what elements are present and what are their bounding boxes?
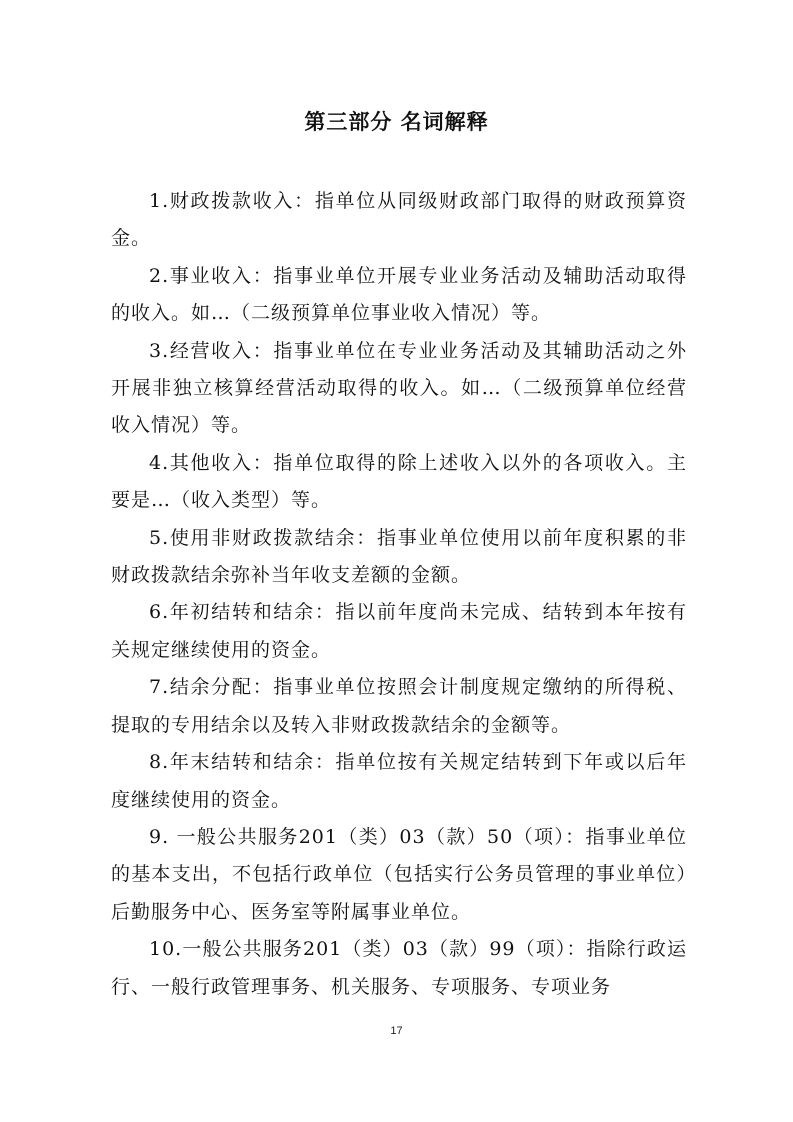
paragraph-3: 3.经营收入：指事业单位在专业业务活动及其辅助活动之外开展非独立核算经营活动取得的收入。如…（二级预算单位经营收入情况）等。: [111, 339, 687, 437]
paragraph-1: 1.财政拨款收入：指单位从同级财政部门取得的财政预算资金。: [111, 190, 687, 250]
paragraph-9: 9. 一般公共服务201（类）03（款）50（项）：指事业单位的基本支出，不包括行政单位（包括实行公务员管理的事业单位）后勤服务中心、医务室等附属事业单位。: [111, 825, 687, 923]
paragraph-7: 7.结余分配：指事业单位按照会计制度规定缴纳的所得税、提取的专用结余以及转入非财政拨款结余的金额等。: [111, 676, 687, 736]
paragraph-8: 8.年末结转和结余：指单位按有关规定结转到下年或以后年度继续使用的资金。: [111, 751, 687, 811]
page-number: 17: [390, 1025, 403, 1037]
paragraph-6: 6.年初结转和结余：指以前年度尚未完成、结转到本年按有关规定继续使用的资金。: [111, 601, 687, 661]
paragraph-4: 4.其他收入：指单位取得的除上述收入以外的各项收入。主要是…（收入类型）等。: [111, 451, 687, 512]
paragraph-2: 2.事业收入：指事业单位开展专业业务活动及辅助活动取得的收入。如…（二级预算单位事业收入情况）等。: [111, 264, 687, 325]
body-text: [111, 183, 687, 1006]
paragraph-5: 5.使用非财政拨款结余：指事业单位使用以前年度积累的非财政拨款结余弥补当年收支差额的金额。: [111, 526, 687, 587]
paragraph-10: 10.一般公共服务201（类）03（款）99（项）：指除行政运行、一般行政管理事务、机关服务、专项服务、专项业务: [111, 938, 687, 998]
page-title: 第三部分 名词解释: [304, 110, 489, 134]
